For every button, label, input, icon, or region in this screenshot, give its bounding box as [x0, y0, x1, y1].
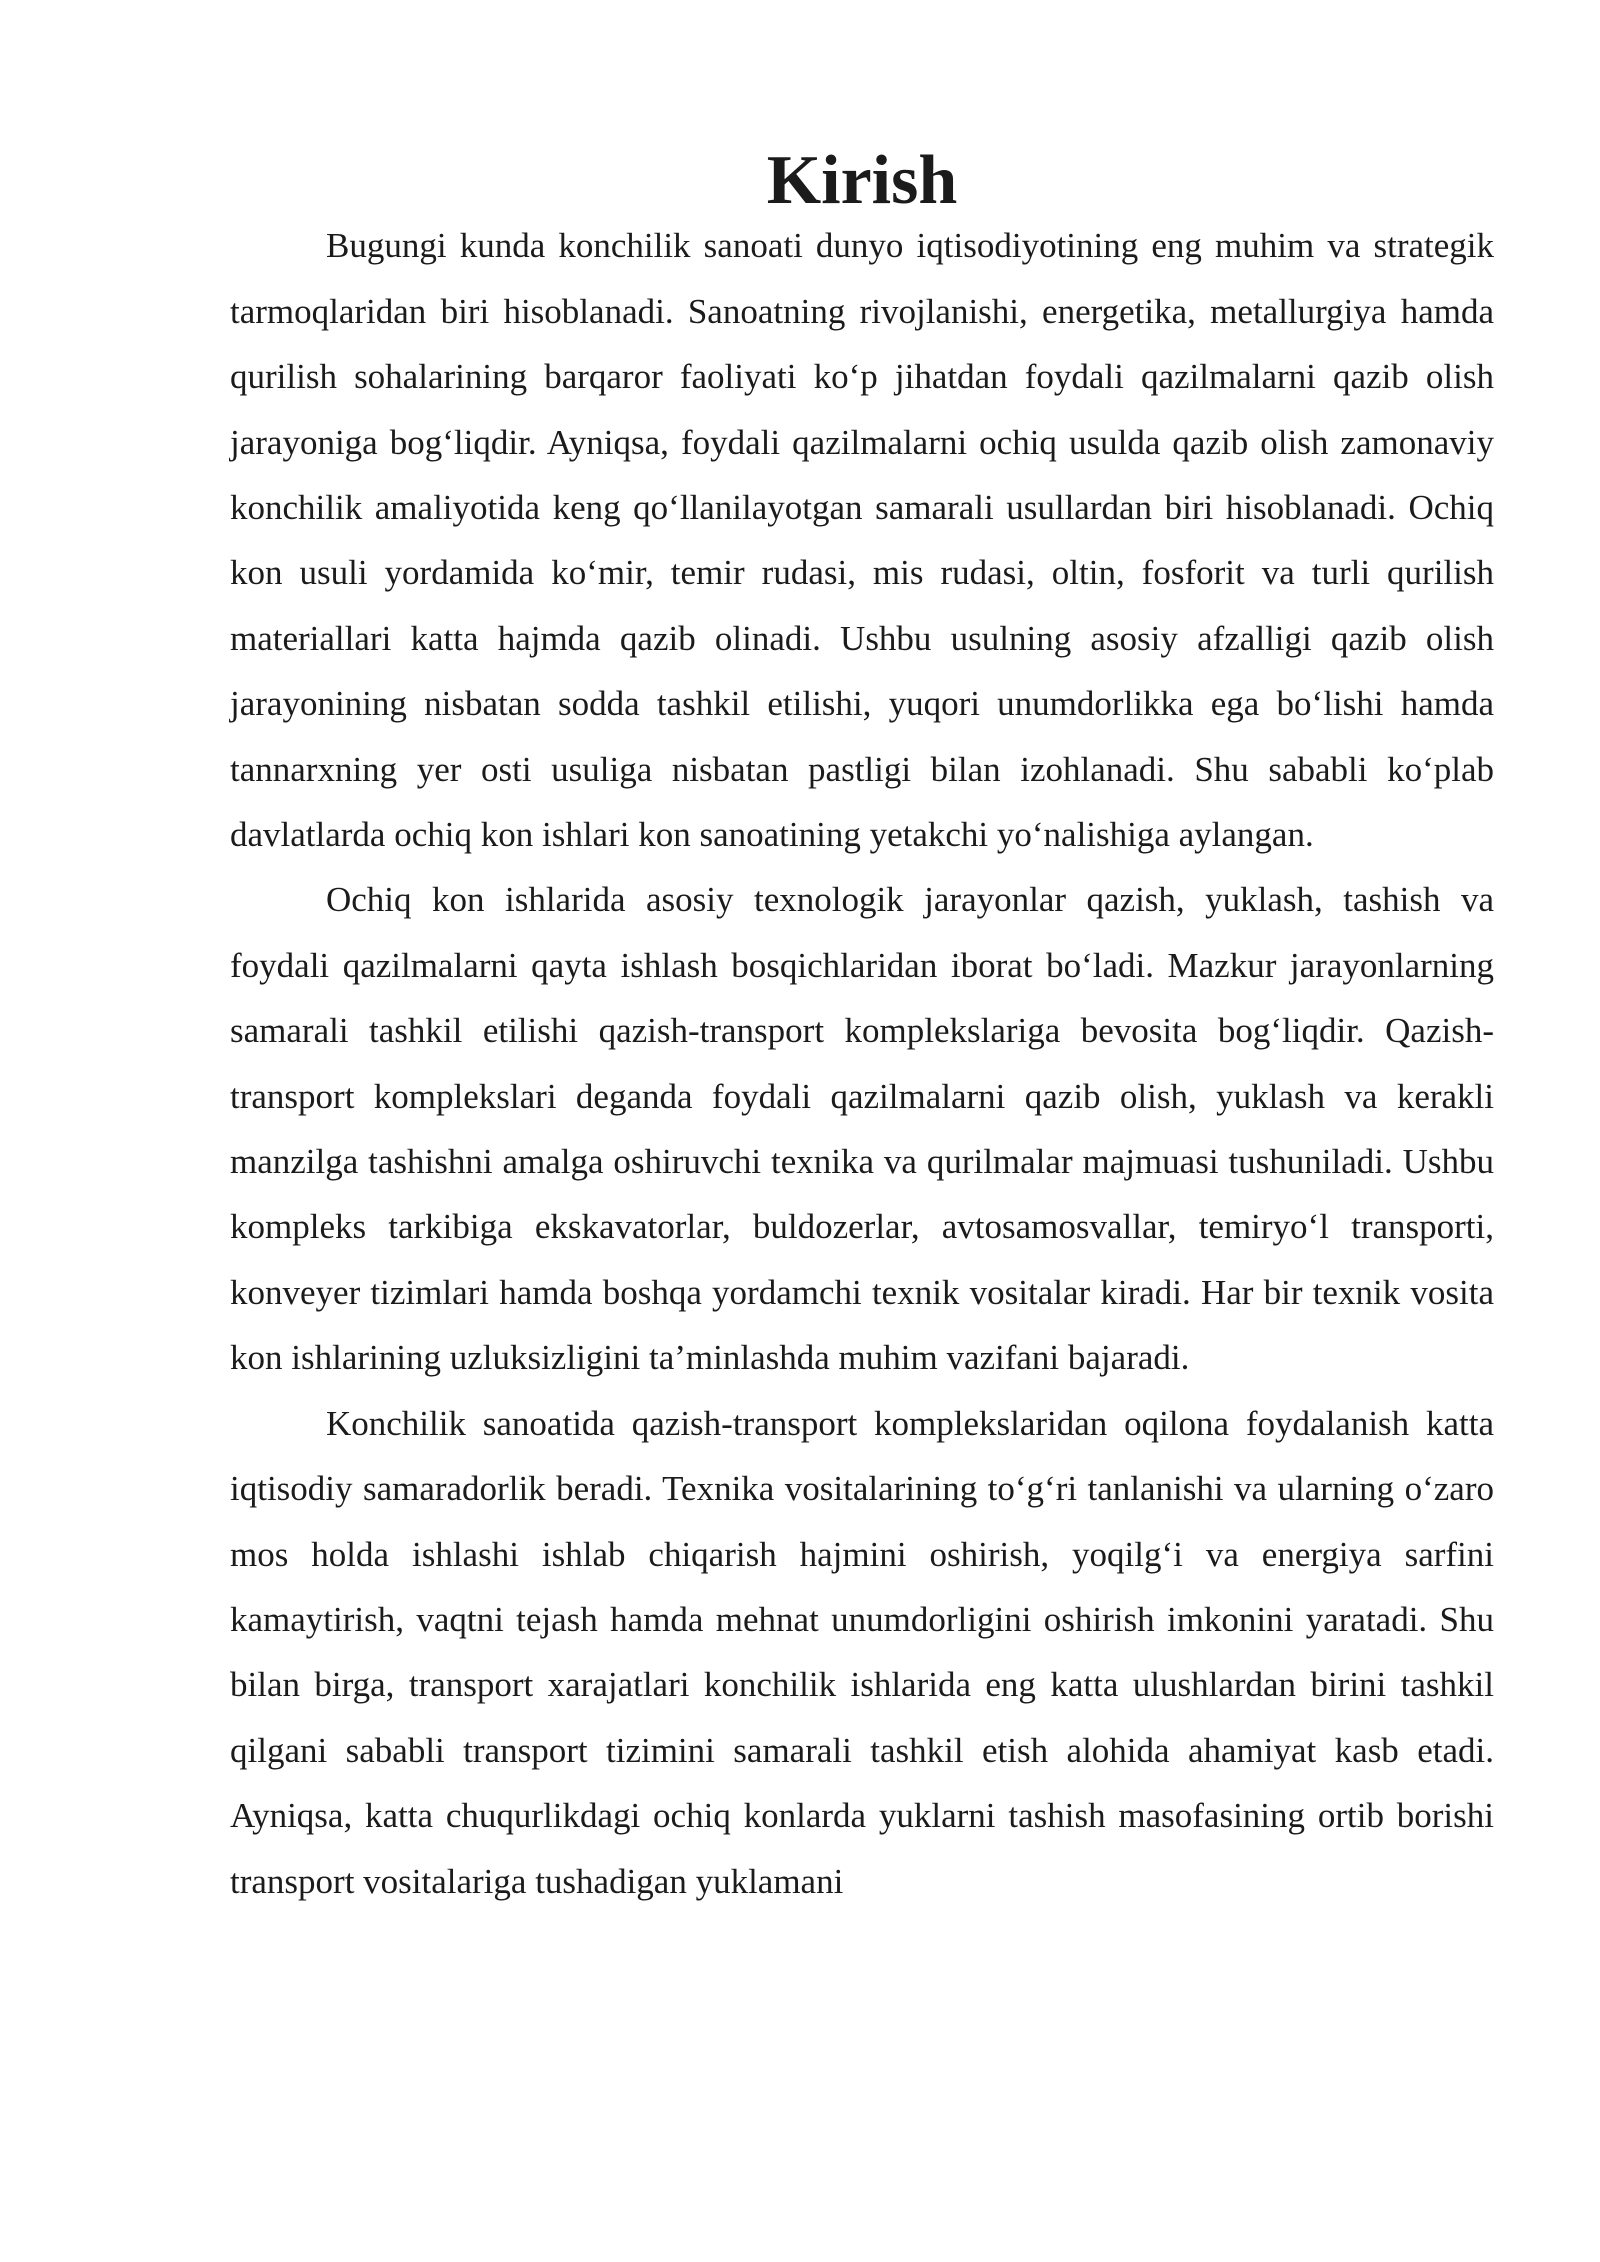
document-body	[230, 142, 1494, 1914]
paragraph-intro: Bugungi kunda konchilik sanoati dunyo iqtisodiyotining eng muhim va strategik tarmoqlaridan biri hisoblanadi. Sanoatning rivojlanishi, energetika, metallurgiya hamda qurilish sohalarining barqaror faoliyati ko‘p jihatdan foydali qazilmalarni qazib olish jarayoniga bog‘liqdir. Ayniqsa, foydali qazilmalarni ochiq usulda qazib olish zamonaviy konchilik amaliyotida keng qo‘llanilayotgan samarali usullardan biri hisoblanadi. Ochiq kon usuli yordamida ko‘mir, temir rudasi, mis rudasi, oltin, fosforit va turli qurilish materiallari katta hajmda qazib olinadi. Ushbu usulning asosiy afzalligi qazib olish jarayonining nisbatan sodda tashkil etilishi, yuqori unumdorlikka ega bo‘lishi hamda tannarxning yer osti usuliga nisbatan pastligi bilan izohlanadi. Shu sababli ko‘plab davlatlarda ochiq kon ishlari kon sanoatining yetakchi yo‘nalishiga aylangan.	[230, 226, 1494, 855]
paragraph-efficiency: Konchilik sanoatida qazish-transport komplekslaridan oqilona foydalanish katta iqtisodiy samaradorlik beradi. Texnika vositalarining to‘g‘ri tanlanishi va ularning o‘zaro mos holda ishlashi ishlab chiqarish hajmini oshirish, yoqilg‘i va energiya sarfini kamaytirish, vaqtni tejash hamda mehnat unumdorligini oshirish imkonini yaratadi. Shu bilan birga, transport xarajatlari konchilik ishlarida eng katta ulushlardan birini tashkil qilgani sababli transport tizimini samarali tashkil etish alohida ahamiyat kasb etadi. Ayniqsa, katta chuqurlikdagi ochiq konlarda yuklarni tashish masofasining ortib borishi transport vositalariga tushadigan yuklamani	[230, 1403, 1494, 1901]
page-title: Kirish	[766, 142, 958, 219]
paragraph-processes: Ochiq kon ishlarida asosiy texnologik jarayonlar qazish, yuklash, tashish va foydali qazilmalarni qayta ishlash bosqichlaridan iborat bo‘ladi. Mazkur jarayonlarning samarali tashkil etilishi qazish-transport komplekslariga bevosita bog‘liqdir. Qazish-transport komplekslari deganda foydali qazilmalarni qazib olish, yuklash va kerakli manzilga tashishni amalga oshiruvchi texnika va qurilmalar majmuasi tushuniladi. Ushbu kompleks tarkibiga ekskavatorlar, buldozerlar, avtosamosvallar, temiryo‘l transporti, konveyer tizimlari hamda boshqa yordamchi texnik vositalar kiradi. Har bir texnik vosita kon ishlarining uzluksizligini ta’minlashda muhim vazifani bajaradi.	[230, 880, 1494, 1378]
